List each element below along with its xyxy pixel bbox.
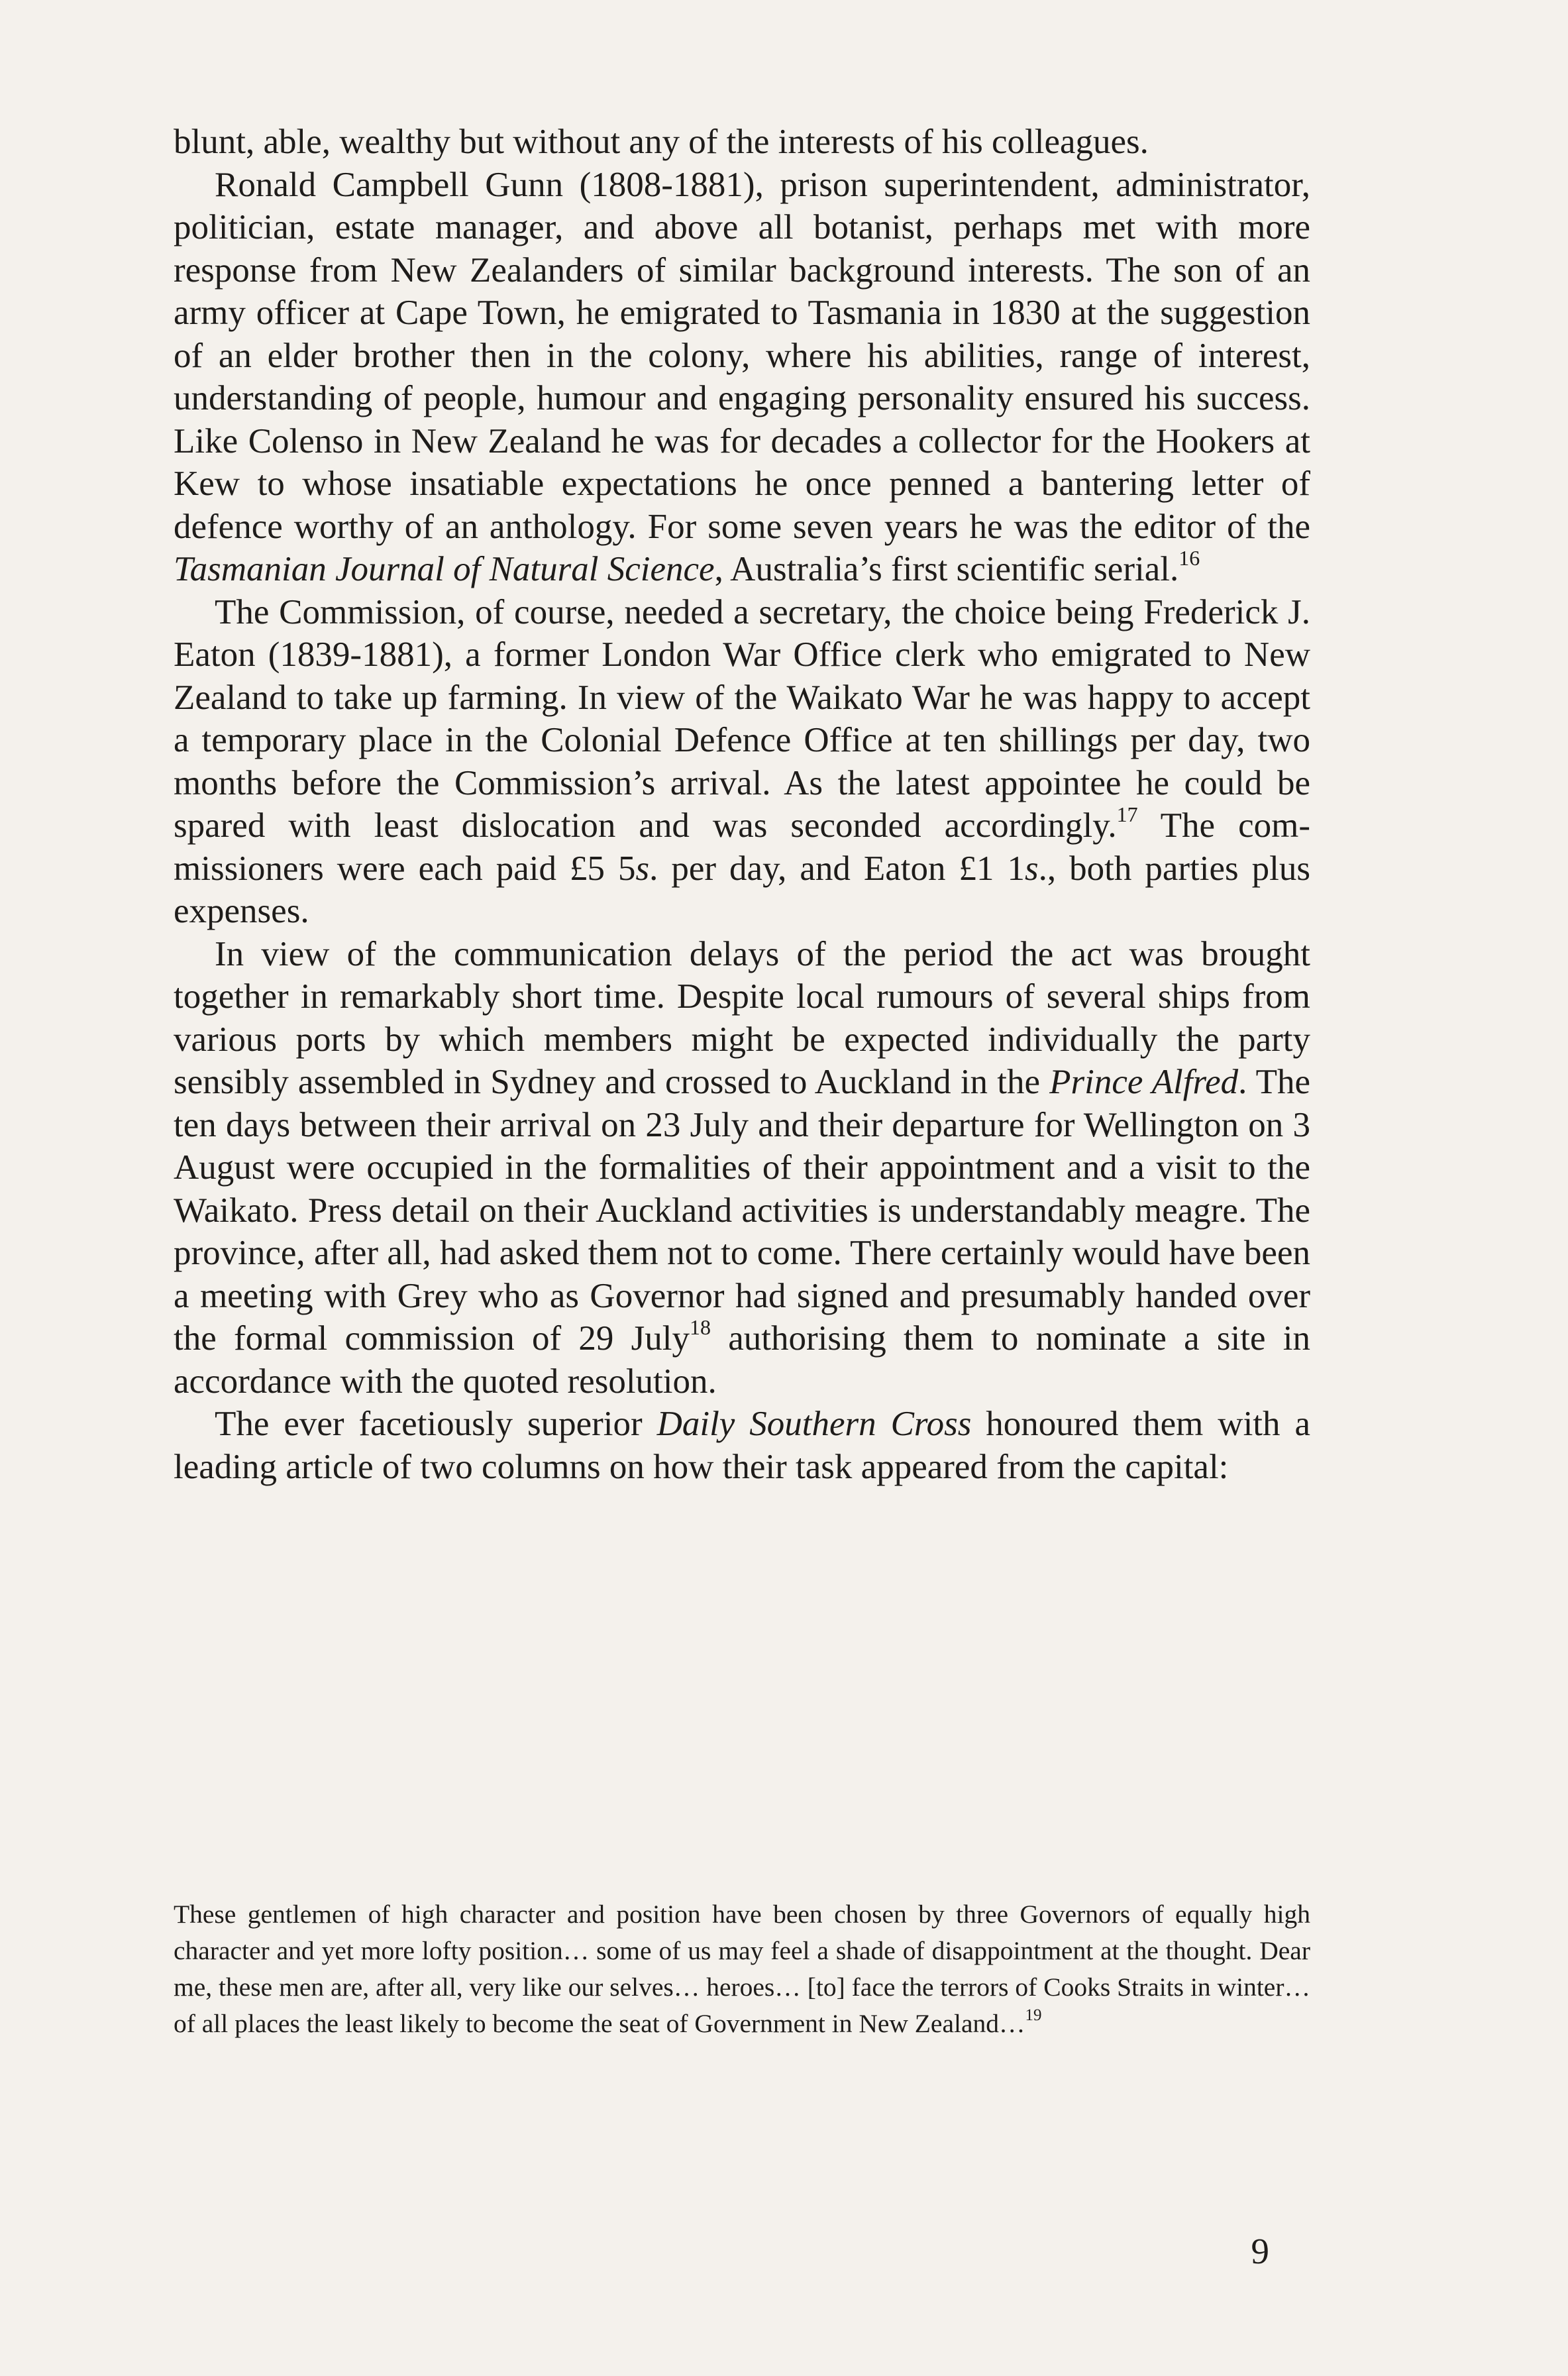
text-run: The Commission, of course, needed a secretary, the choice being Frederick J. Eaton (1839-1881), a former London War Office clerk who emigrated to New Zealand to take up farming. In view of the Waikato War he was happy to accept a temporary place in the Colonial Defence Office at ten shillings per day, two months before the Commission’s arrival. As the latest appointee he could be spared with least dislocation and was seconded accordingly. [174, 592, 1310, 845]
footnote-ref: 19 [1025, 2006, 1042, 2024]
paragraph [174, 164, 1310, 591]
text-run: The commissioners were each paid £5 5 [174, 806, 1310, 888]
text-run: Ronald Campbell Gunn (1808-1881), prison superintendent, administrator, politician, estate manager, and above all botanist, perhaps met with more response from New Zealanders of similar background interests. The son of an army officer at Cape Town, he emigrated to Tasmania in 1830 at the suggestion of an elder brother then in the colony, where his abilities, range of interest, understanding of people, humour and engaging personality ensured his success. Like Colenso in New Zealand he was for decades a collector for the Hookers at Kew to whose insatiable expectations he once penned a bantering letter of defence worthy of an anthology. For some seven years he was the editor of the [174, 165, 1310, 546]
block-quote [174, 1896, 1310, 2042]
footnote-ref: 17 [1116, 802, 1138, 827]
italic-text: Daily Southern Cross [656, 1405, 972, 1443]
text-run: The ever facetiously superior [215, 1405, 657, 1443]
text-run: . per day, and Eaton £1 1 [649, 849, 1025, 888]
text-run: blunt, able, wealthy but without any of the interests of his colleagues. [174, 123, 1149, 161]
text-run: . The ten days between their arrival on 23 July and their departure for Wellington on 3 August were occupied in the formalities of their appointment and a visit to the Waikato. Press detail on their Auckland activities is understandably meagre. The province, after all, had asked them not to come. There certainly would have been a meeting with Grey who as Governor had signed and presumably handed over the formal commission of 29 July [174, 1063, 1310, 1358]
text-run: ., both parties plus expenses. [174, 849, 1310, 930]
footnote-ref: 16 [1178, 546, 1200, 570]
body-text [174, 121, 1310, 1488]
text-run: authorising them to nominate a site in accordance with the quoted resolution. [174, 1319, 1310, 1401]
italic-text: Tasmanian Journal of Natural Science [174, 550, 715, 588]
italic-text: s [635, 849, 650, 888]
footnote-ref: 18 [689, 1315, 711, 1340]
italic-text: s [1025, 849, 1039, 888]
text-run: These gentlemen of high character and position have been chosen by three Governors of equally high character and yet more lofty position… some of us may feel a shade of disappointment at the thought. Dear me, these men are, after all, very like our selves… heroes… [to] face the terrors of Cooks Straits in winter… of all places the least likely to become the seat of Government in New Zealand… [174, 1900, 1310, 2038]
paragraph [174, 1403, 1310, 1488]
paragraph [174, 933, 1310, 1403]
italic-text: Prince Alfred [1049, 1063, 1239, 1101]
text-run: , Australia’s first scientific serial. [714, 550, 1179, 588]
text-run: In view of the communication delays of the period the act was brought together in remarkably short time. Despite local rumours of several ships from various ports by which members might be expected individually the party sensibly assembled in Sydney and crossed to Auckland in the [174, 934, 1310, 1101]
paragraph [174, 591, 1310, 933]
page-number: 9 [1251, 2231, 1269, 2271]
page-body [174, 121, 1310, 1488]
text-run: honoured them with a leading article of two columns on how their task appeared from the capital: [174, 1405, 1310, 1486]
paragraph [174, 121, 1310, 164]
